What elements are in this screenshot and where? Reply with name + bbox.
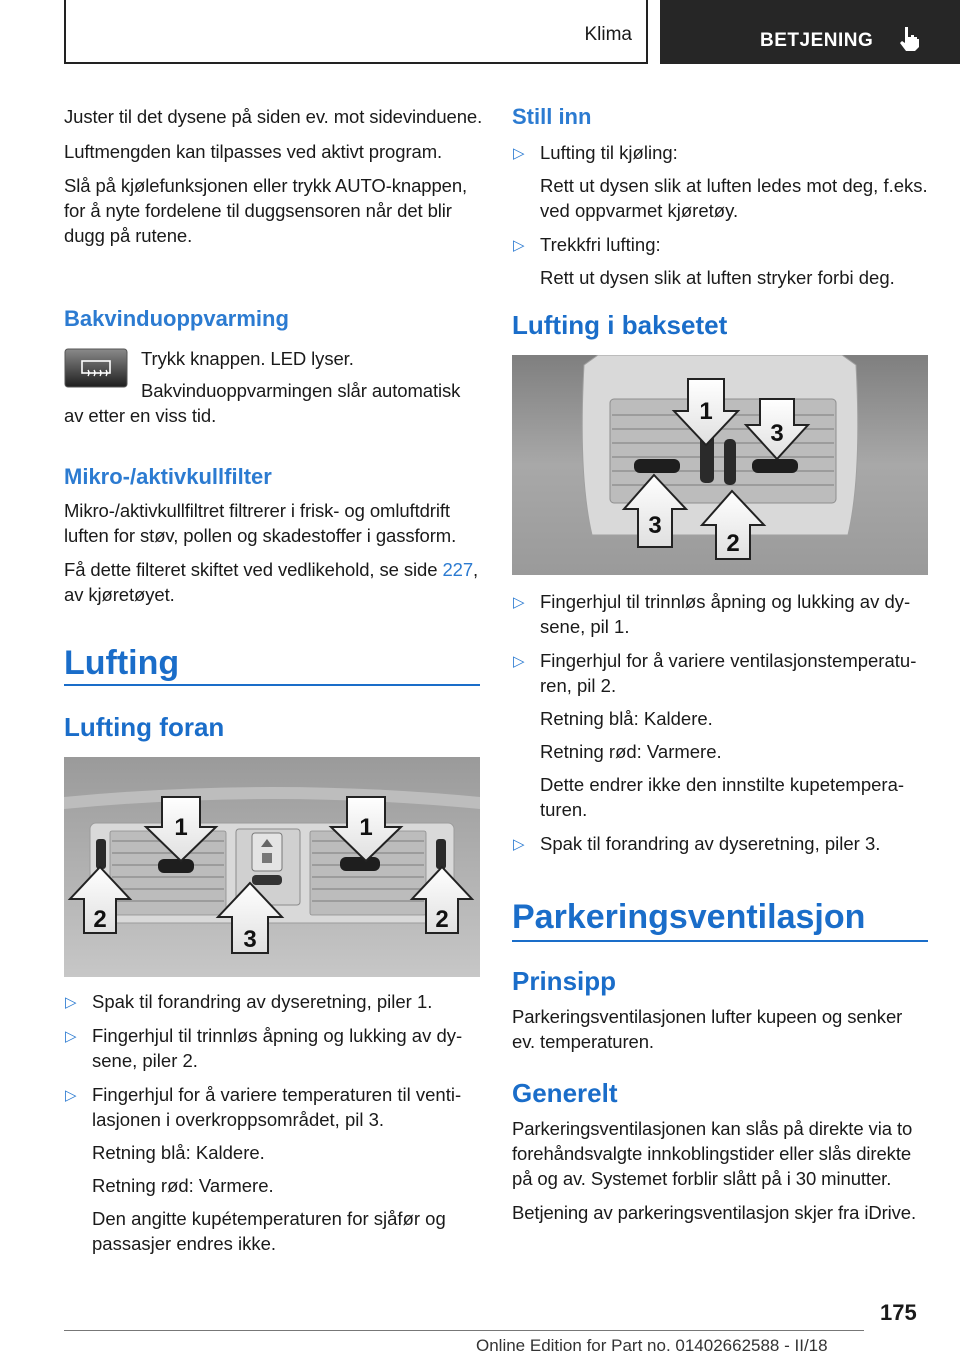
list-item — [64, 989, 482, 1014]
pointing-hand-icon — [896, 26, 922, 52]
heading-lufting: Lufting — [64, 644, 180, 682]
bullet-triangle-icon: ▷ — [65, 1087, 77, 1104]
paragraph-air-amount: Luftmengden kan tilpasses ved aktivt program. — [64, 141, 443, 162]
edition-note: Online Edition for Part no. 01402662588 - II/18 — [476, 1336, 828, 1355]
rear-arrow-label-1: 1 — [699, 398, 713, 425]
front-arrow-label-1b: 1 — [359, 814, 373, 841]
list-item-text: Spak til forandring av dyseretning, piler 1. — [92, 991, 433, 1012]
list-item — [64, 1082, 482, 1256]
filter-paragraph: Mikro-/aktivkullfiltret filtrerer i frisk- og omluftdrift luften for støv, pollen og skadestoffer i gassform. — [64, 500, 457, 546]
list-item-sub: Retning rød: Varmere. — [92, 1175, 274, 1196]
parking-rule — [512, 940, 928, 942]
heading-prinsipp: Prinsipp — [512, 966, 617, 996]
bullet-triangle-icon: ▷ — [513, 653, 525, 670]
list-item-text: Lufting til kjøling: — [540, 142, 678, 163]
rear-heating-line2: Bakvinduoppvarmingen slår automatisk av etter en viss tid. — [64, 380, 461, 426]
heading-micro-filter: Mikro-/aktivkullfilter — [64, 464, 272, 489]
paragraph-cooling: Slå på kjølefunksjonen eller trykk AUTO-knappen, for å nyte fordelene til duggsensoren når det blir dugg på rutene. — [64, 175, 468, 246]
list-item-text: Spak til forandring av dyseretning, piler 3. — [540, 833, 881, 854]
heading-generelt: Generelt — [512, 1078, 618, 1108]
bullet-triangle-icon: ▷ — [65, 994, 77, 1011]
list-item-sub: Retning blå: Kaldere. — [540, 708, 713, 729]
list-item-text: Fingerhjul for å variere ventilasjonstemperaturen, pil 2. — [540, 650, 917, 696]
list-item — [512, 648, 930, 822]
list-item-sub: Rett ut dysen slik at luften stryker forbi deg. — [540, 267, 895, 288]
bullet-triangle-icon: ▷ — [513, 237, 525, 254]
front-arrow-label-2a: 2 — [93, 906, 107, 933]
filter-service-text-b: , av kjøretøyet. — [64, 559, 479, 605]
heading-rear-window-heating: Bakvinduoppvarming — [64, 306, 289, 331]
list-item-sub: Dette endrer ikke den innstilte kupetemperaturen. — [540, 774, 905, 820]
heading-parking-ventilation: Parkeringsventilasjon — [512, 898, 866, 936]
bullet-triangle-icon: ▷ — [513, 594, 525, 611]
heading-front-ventilation: Lufting foran — [64, 712, 225, 742]
rear-ventilation-list — [512, 589, 930, 865]
front-arrow-label-3: 3 — [243, 926, 257, 953]
header-section-title: Klima — [584, 24, 632, 45]
list-item-text: Trekkfri lufting: — [540, 234, 661, 255]
list-item-sub: Retning blå: Kaldere. — [92, 1142, 265, 1163]
front-vents-illustration — [64, 757, 480, 977]
list-item — [64, 1023, 482, 1073]
filter-text-block — [64, 498, 484, 616]
list-item — [512, 831, 930, 856]
page-number: 175 — [880, 1300, 917, 1325]
list-item-text: Fingerhjul til trinnløs åpning og lukking av dysene, pil 1. — [540, 591, 911, 637]
rear-arrow-label-2: 2 — [726, 530, 740, 557]
generelt-paragraph-2: Betjening av parkeringsventilasjon skjer fra iDrive. — [512, 1202, 917, 1223]
list-item-text: Fingerhjul for å variere temperaturen til ventilasjonen i overkroppsområdet, pil 3. — [92, 1084, 462, 1130]
filter-service-paragraph — [64, 557, 484, 607]
prinsipp-paragraph: Parkeringsventilasjonen lufter kupeen og senker ev. temperaturen. — [512, 1006, 903, 1052]
footer-rule — [64, 1330, 864, 1331]
front-arrow-label-2b: 2 — [435, 906, 449, 933]
front-ventilation-list — [64, 989, 482, 1265]
bullet-triangle-icon: ▷ — [513, 836, 525, 853]
heading-rear-seat-ventilation: Lufting i baksetet — [512, 310, 728, 340]
rear-vents-illustration — [512, 355, 928, 575]
list-item-sub: Retning rød: Varmere. — [540, 741, 722, 762]
left-column — [64, 104, 484, 257]
generelt-paragraph-1: Parkeringsventilasjonen kan slås på direkte via to forehåndsvalgte innkoblingstider eller slås direkte på og av. Systemet forblir slått på i 30 minutter. — [512, 1118, 913, 1189]
filter-service-text-a: Få dette filteret skiftet ved vedlikehold, se side — [64, 559, 443, 580]
list-item — [512, 140, 930, 223]
page-link-227[interactable]: 227 — [442, 559, 474, 580]
rear-arrow-label-3a: 3 — [770, 420, 784, 447]
front-arrow-label-1a: 1 — [174, 814, 188, 841]
lufting-rule — [64, 684, 480, 686]
heading-still-inn: Still inn — [512, 104, 592, 129]
paragraph-side-vents: Juster til det dysene på siden ev. mot sidevinduene. — [64, 106, 483, 127]
generelt-text-block — [512, 1116, 932, 1234]
still-inn-list — [512, 140, 930, 299]
list-item-sub: Rett ut dysen slik at luften ledes mot deg, f.eks. ved oppvarmet kjøretøy. — [540, 175, 928, 221]
list-item-sub: Den angitte kupétemperaturen for sjåfør og passasjer endres ikke. — [92, 1208, 446, 1254]
list-item — [512, 232, 930, 290]
bullet-triangle-icon: ▷ — [65, 1028, 77, 1045]
rear-heating-line1: Trykk knappen. LED lyser. — [141, 348, 354, 369]
bullet-triangle-icon: ▷ — [513, 145, 525, 162]
list-item — [512, 589, 930, 639]
rear-arrow-label-3b: 3 — [648, 512, 662, 539]
header-chapter-label: BETJENING — [760, 30, 874, 51]
list-item-text: Fingerhjul til trinnløs åpning og lukking av dysene, piler 2. — [92, 1025, 463, 1071]
header-section-box — [64, 0, 648, 64]
